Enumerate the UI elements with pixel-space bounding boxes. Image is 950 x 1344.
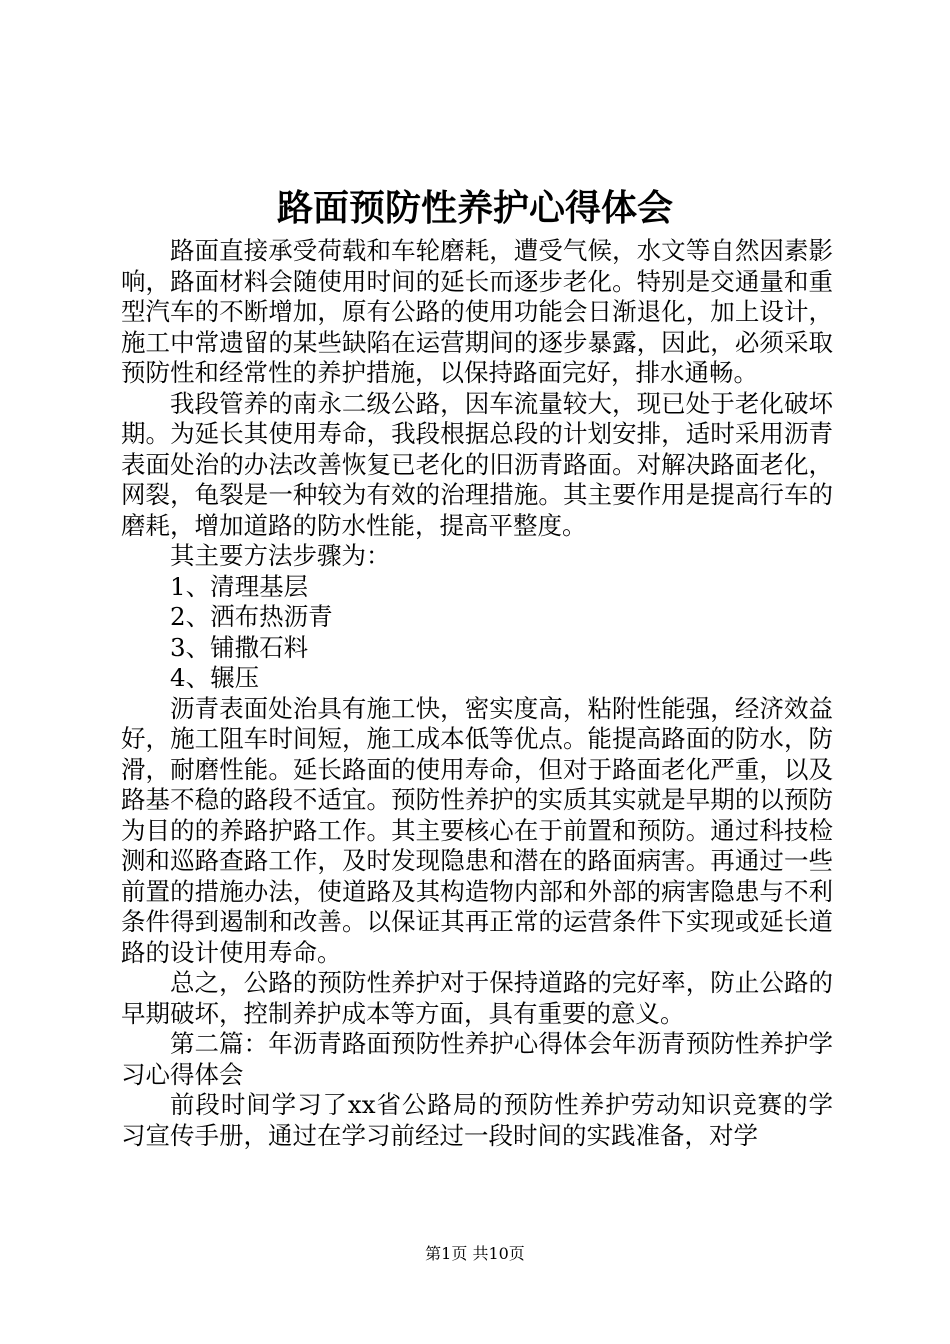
step-item: 2、洒布热沥青 bbox=[170, 602, 333, 631]
paragraph-project: 我段管养的南永二级公路，因车流量较大，现已处于老化破坏期。为延长其使用寿命，我段根据总段的计划安排，适时采用沥青表面处治的办法改善恢复已老化的旧沥青路面。对解决路面老化，网裂，龟裂是一种较为有效的治理措施。其主要作用是提高行车的磨耗，增加道路的防水性能，提高平整度。 bbox=[121, 388, 833, 540]
page-number-footer: 第1页 共10页 bbox=[425, 1244, 525, 1263]
paragraph-second-intro: 前段时间学习了xx省公路局的预防性养护劳动知识竞赛的学习宣传手册，通过在学习前经过一段时间的实践准备，对学 bbox=[121, 1090, 833, 1150]
step-item: 3、铺撒石料 bbox=[170, 632, 309, 662]
paragraph-second-title: 第二篇：年沥青路面预防性养护心得体会年沥青预防性养护学习心得体会 bbox=[121, 1029, 833, 1089]
document-body bbox=[121, 236, 833, 1151]
paragraph-advantages: 沥青表面处治具有施工快，密实度高，粘附性能强，经济效益好，施工阻车时间短，施工成本低等优点。能提高路面的防水，防滑，耐磨性能。延长路面的使用寿命，但对于路面老化严重，以及路基不稳的路段不适宜。预防性养护的实质其实就是早期的以预防为目的的养路护路工作。其主要核心在于前置和预防。通过科技检测和巡路查路工作，及时发现隐患和潜在的路面病害。再通过一些前置的措施办法，使道路及其构造物内部和外部的病害隐患与不利条件得到遏制和改善。以保证其再正常的运营条件下实现或延长道路的设计使用寿命。 bbox=[121, 693, 833, 967]
step-item: 1、清理基层 bbox=[170, 571, 309, 601]
document-title: 路面预防性养护心得体会 bbox=[276, 187, 673, 229]
step-item: 4、辗压 bbox=[170, 663, 260, 692]
paragraph-intro: 路面直接承受荷载和车轮磨耗，遭受气候，水文等自然因素影响，路面材料会随使用时间的延长而逐步老化。特别是交通量和重型汽车的不断增加，原有公路的使用功能会日渐退化，加上设计，施工中常遗留的某些缺陷在运营期间的逐步暴露，因此，必须采取预防性和经常性的养护措施，以保持路面完好，排水通畅。 bbox=[121, 236, 833, 387]
paragraph-conclusion: 总之，公路的预防性养护对于保持道路的完好率，防止公路的早期破坏，控制养护成本等方面，具有重要的意义。 bbox=[121, 968, 833, 1028]
paragraph-method-heading: 其主要方法步骤为： bbox=[170, 541, 391, 570]
